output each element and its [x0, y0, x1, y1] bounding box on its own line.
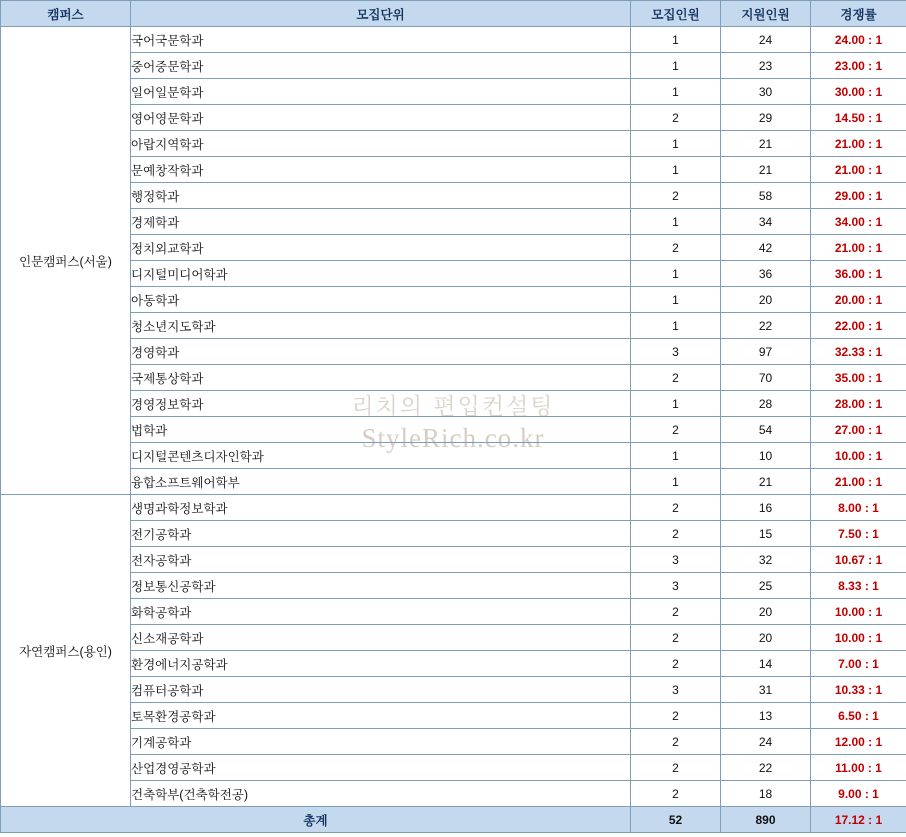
ratio-cell: 10.00 : 1 — [811, 599, 906, 625]
unit-cell: 행정학과 — [131, 183, 631, 209]
applicants-cell: 24 — [721, 27, 811, 53]
table-row — [1, 313, 906, 339]
applicants-cell: 15 — [721, 521, 811, 547]
ratio-cell: 6.50 : 1 — [811, 703, 906, 729]
unit-cell: 디지털콘텐츠디자인학과 — [131, 443, 631, 469]
header-unit: 모집단위 — [131, 1, 631, 27]
unit-cell: 경영정보학과 — [131, 391, 631, 417]
applicants-cell: 32 — [721, 547, 811, 573]
unit-cell: 정보통신공학과 — [131, 573, 631, 599]
applicants-cell: 28 — [721, 391, 811, 417]
ratio-cell: 35.00 : 1 — [811, 365, 906, 391]
table-row — [1, 677, 906, 703]
ratio-cell: 8.33 : 1 — [811, 573, 906, 599]
quota-cell: 2 — [631, 183, 721, 209]
applicants-cell: 20 — [721, 287, 811, 313]
ratio-cell: 8.00 : 1 — [811, 495, 906, 521]
quota-cell: 3 — [631, 677, 721, 703]
table-row — [1, 391, 906, 417]
quota-cell: 1 — [631, 261, 721, 287]
quota-cell: 2 — [631, 781, 721, 807]
unit-cell: 영어영문학과 — [131, 105, 631, 131]
applicants-cell: 36 — [721, 261, 811, 287]
ratio-cell: 9.00 : 1 — [811, 781, 906, 807]
header-quota: 모집인원 — [631, 1, 721, 27]
table-row — [1, 495, 906, 521]
unit-cell: 생명과학정보학과 — [131, 495, 631, 521]
table-row — [1, 703, 906, 729]
ratio-cell: 28.00 : 1 — [811, 391, 906, 417]
unit-cell: 국제통상학과 — [131, 365, 631, 391]
header-ratio: 경쟁률 — [811, 1, 906, 27]
unit-cell: 일어일문학과 — [131, 79, 631, 105]
table-row — [1, 573, 906, 599]
table-row — [1, 261, 906, 287]
ratio-cell: 10.67 : 1 — [811, 547, 906, 573]
table-row — [1, 521, 906, 547]
applicants-cell: 22 — [721, 755, 811, 781]
quota-cell: 1 — [631, 27, 721, 53]
unit-cell: 기계공학과 — [131, 729, 631, 755]
quota-cell: 2 — [631, 235, 721, 261]
quota-cell: 2 — [631, 755, 721, 781]
applicants-cell: 24 — [721, 729, 811, 755]
quota-cell: 1 — [631, 53, 721, 79]
unit-cell: 전기공학과 — [131, 521, 631, 547]
unit-cell: 신소재공학과 — [131, 625, 631, 651]
quota-cell: 1 — [631, 79, 721, 105]
applicants-cell: 22 — [721, 313, 811, 339]
quota-cell: 1 — [631, 287, 721, 313]
quota-cell: 2 — [631, 365, 721, 391]
quota-cell: 2 — [631, 703, 721, 729]
applicants-cell: 97 — [721, 339, 811, 365]
unit-cell: 토목환경공학과 — [131, 703, 631, 729]
applicants-cell: 21 — [721, 157, 811, 183]
unit-cell: 아랍지역학과 — [131, 131, 631, 157]
table-row — [1, 755, 906, 781]
table-row — [1, 651, 906, 677]
table-row — [1, 53, 906, 79]
ratio-cell: 10.00 : 1 — [811, 625, 906, 651]
table-header — [1, 1, 906, 27]
quota-cell: 2 — [631, 729, 721, 755]
table-row — [1, 79, 906, 105]
applicants-cell: 20 — [721, 625, 811, 651]
unit-cell: 융합소프트웨어학부 — [131, 469, 631, 495]
table-row — [1, 469, 906, 495]
applicants-cell: 21 — [721, 469, 811, 495]
quota-cell: 2 — [631, 417, 721, 443]
unit-cell: 중어중문학과 — [131, 53, 631, 79]
ratio-cell: 12.00 : 1 — [811, 729, 906, 755]
quota-cell: 1 — [631, 443, 721, 469]
table-row — [1, 729, 906, 755]
unit-cell: 건축학부(건축학전공) — [131, 781, 631, 807]
total-row — [1, 807, 906, 833]
unit-cell: 정치외교학과 — [131, 235, 631, 261]
table-row — [1, 339, 906, 365]
unit-cell: 국어국문학과 — [131, 27, 631, 53]
table-row — [1, 599, 906, 625]
table-row — [1, 157, 906, 183]
unit-cell: 문예창작학과 — [131, 157, 631, 183]
applicants-cell: 54 — [721, 417, 811, 443]
ratio-cell: 32.33 : 1 — [811, 339, 906, 365]
header-campus: 캠퍼스 — [1, 1, 131, 27]
table-row — [1, 365, 906, 391]
table-body — [1, 27, 906, 807]
quota-cell: 1 — [631, 313, 721, 339]
applicants-cell: 21 — [721, 131, 811, 157]
applicants-cell: 13 — [721, 703, 811, 729]
total-label: 총계 — [1, 807, 631, 833]
applicants-cell: 30 — [721, 79, 811, 105]
ratio-cell: 20.00 : 1 — [811, 287, 906, 313]
table-row — [1, 235, 906, 261]
campus-cell: 인문캠퍼스(서울) — [1, 27, 131, 495]
quota-cell: 2 — [631, 105, 721, 131]
quota-cell: 2 — [631, 599, 721, 625]
watermark-line-2: StyleRich.co.kr — [361, 423, 545, 453]
table-row — [1, 105, 906, 131]
ratio-cell: 27.00 : 1 — [811, 417, 906, 443]
total-ratio: 17.12 : 1 — [811, 807, 906, 833]
quota-cell: 1 — [631, 209, 721, 235]
watermark-line-1: 리치의 편입컨설팅 — [351, 394, 555, 420]
applicants-cell: 25 — [721, 573, 811, 599]
applicants-cell: 31 — [721, 677, 811, 703]
applicants-cell: 23 — [721, 53, 811, 79]
unit-cell: 경제학과 — [131, 209, 631, 235]
unit-cell: 전자공학과 — [131, 547, 631, 573]
applicants-cell: 29 — [721, 105, 811, 131]
ratio-cell: 11.00 : 1 — [811, 755, 906, 781]
unit-cell: 컴퓨터공학과 — [131, 677, 631, 703]
applicants-cell: 42 — [721, 235, 811, 261]
quota-cell: 3 — [631, 547, 721, 573]
table-row — [1, 27, 906, 53]
quota-cell: 2 — [631, 625, 721, 651]
ratio-cell: 21.00 : 1 — [811, 469, 906, 495]
ratio-cell: 7.00 : 1 — [811, 651, 906, 677]
ratio-cell: 10.00 : 1 — [811, 443, 906, 469]
total-quota: 52 — [631, 807, 721, 833]
ratio-cell: 22.00 : 1 — [811, 313, 906, 339]
ratio-cell: 29.00 : 1 — [811, 183, 906, 209]
applicants-cell: 34 — [721, 209, 811, 235]
table-row — [1, 417, 906, 443]
quota-cell: 2 — [631, 651, 721, 677]
header-applicants: 지원인원 — [721, 1, 811, 27]
applicants-cell: 58 — [721, 183, 811, 209]
quota-cell: 1 — [631, 391, 721, 417]
table-row — [1, 287, 906, 313]
ratio-cell: 10.33 : 1 — [811, 677, 906, 703]
unit-cell: 아동학과 — [131, 287, 631, 313]
unit-cell: 경영학과 — [131, 339, 631, 365]
ratio-cell: 24.00 : 1 — [811, 27, 906, 53]
applicants-cell: 14 — [721, 651, 811, 677]
quota-cell: 3 — [631, 573, 721, 599]
quota-cell: 1 — [631, 469, 721, 495]
unit-cell: 산업경영공학과 — [131, 755, 631, 781]
unit-cell: 디지털미디어학과 — [131, 261, 631, 287]
applicants-cell: 10 — [721, 443, 811, 469]
quota-cell: 2 — [631, 521, 721, 547]
quota-cell: 3 — [631, 339, 721, 365]
table-row — [1, 131, 906, 157]
unit-cell: 화학공학과 — [131, 599, 631, 625]
ratio-cell: 36.00 : 1 — [811, 261, 906, 287]
quota-cell: 1 — [631, 157, 721, 183]
applicants-cell: 16 — [721, 495, 811, 521]
ratio-cell: 14.50 : 1 — [811, 105, 906, 131]
table-footer — [1, 807, 906, 833]
ratio-cell: 21.00 : 1 — [811, 235, 906, 261]
unit-cell: 환경에너지공학과 — [131, 651, 631, 677]
quota-cell: 2 — [631, 495, 721, 521]
applicants-cell: 18 — [721, 781, 811, 807]
quota-cell: 1 — [631, 131, 721, 157]
header-row — [1, 1, 906, 27]
ratio-cell: 30.00 : 1 — [811, 79, 906, 105]
table-row — [1, 209, 906, 235]
applicants-cell: 20 — [721, 599, 811, 625]
total-applicants: 890 — [721, 807, 811, 833]
table-row — [1, 443, 906, 469]
applicants-cell: 70 — [721, 365, 811, 391]
unit-cell: 청소년지도학과 — [131, 313, 631, 339]
ratio-cell: 34.00 : 1 — [811, 209, 906, 235]
table-row — [1, 625, 906, 651]
table-row — [1, 781, 906, 807]
ratio-cell: 7.50 : 1 — [811, 521, 906, 547]
table-row — [1, 183, 906, 209]
ratio-cell: 21.00 : 1 — [811, 157, 906, 183]
ratio-cell: 23.00 : 1 — [811, 53, 906, 79]
unit-cell: 법학과 — [131, 417, 631, 443]
ratio-cell: 21.00 : 1 — [811, 131, 906, 157]
campus-cell: 자연캠퍼스(용인) — [1, 495, 131, 807]
table-row — [1, 547, 906, 573]
